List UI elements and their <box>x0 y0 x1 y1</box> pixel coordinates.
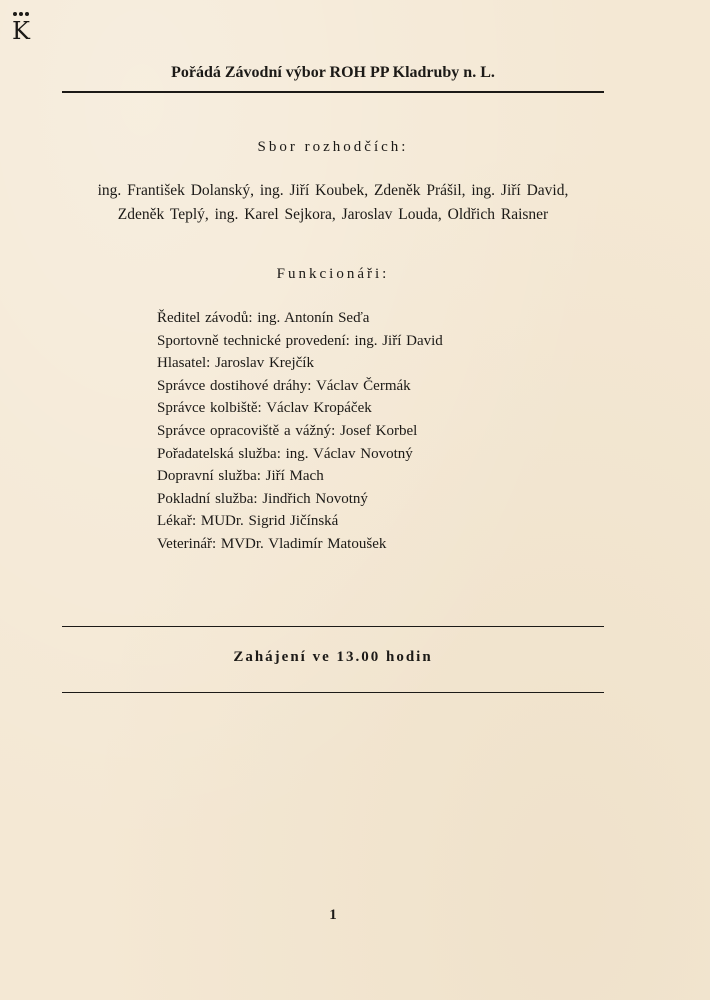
official-item: Správce kolbiště: Václav Kropáček <box>157 400 372 417</box>
official-item: Lékař: MUDr. Sigrid Jičínská <box>157 513 339 530</box>
logo-dot <box>25 12 29 16</box>
judges-line-1: ing. František Dolanský, ing. Jiří Koubek, Zdeněk Prášil, ing. Jiří David, <box>97 182 569 199</box>
official-item: Správce dostihové dráhy: Václav Čermák <box>157 377 411 394</box>
officials-list <box>157 307 443 556</box>
official-item: Správce opracoviště a vážný: Josef Korbel <box>157 422 418 439</box>
logo-dot <box>13 12 17 16</box>
official-item: Pokladní služba: Jindřich Novotný <box>157 490 368 507</box>
officials-heading: Funkcionáři: <box>276 266 390 282</box>
start-bottom-divider <box>62 692 604 693</box>
judges-heading: Sbor rozhodčích: <box>257 139 409 155</box>
logo-dot <box>19 12 23 16</box>
start-time-notice: Zahájení ve 13.00 hodin <box>233 649 433 665</box>
judges-line-2: Zdeněk Teplý, ing. Karel Sejkora, Jaroslav Louda, Oldřich Raisner <box>117 206 549 223</box>
official-item: Ředitel závodů: ing. Antonín Seďa <box>157 310 370 326</box>
publisher-logo <box>10 12 32 48</box>
official-item: Hlasatel: Jaroslav Krejčík <box>157 355 314 372</box>
header-divider <box>62 91 604 93</box>
official-item: Dopravní služba: Jiří Mach <box>157 468 324 485</box>
logo-dots <box>10 12 32 16</box>
official-item: Veterinář: MVDr. Vladimír Matoušek <box>157 535 387 552</box>
organizer-title: Pořádá Závodní výbor ROH PP Kladruby n. L. <box>171 64 495 81</box>
judges-list <box>40 179 626 227</box>
logo-letter: K <box>12 17 30 45</box>
start-top-divider <box>62 626 604 627</box>
official-item: Pořadatelská služba: ing. Václav Novotný <box>157 445 413 462</box>
official-item: Sportovně technické provedení: ing. Jiří David <box>157 332 443 349</box>
page-number: 1 <box>329 907 337 923</box>
